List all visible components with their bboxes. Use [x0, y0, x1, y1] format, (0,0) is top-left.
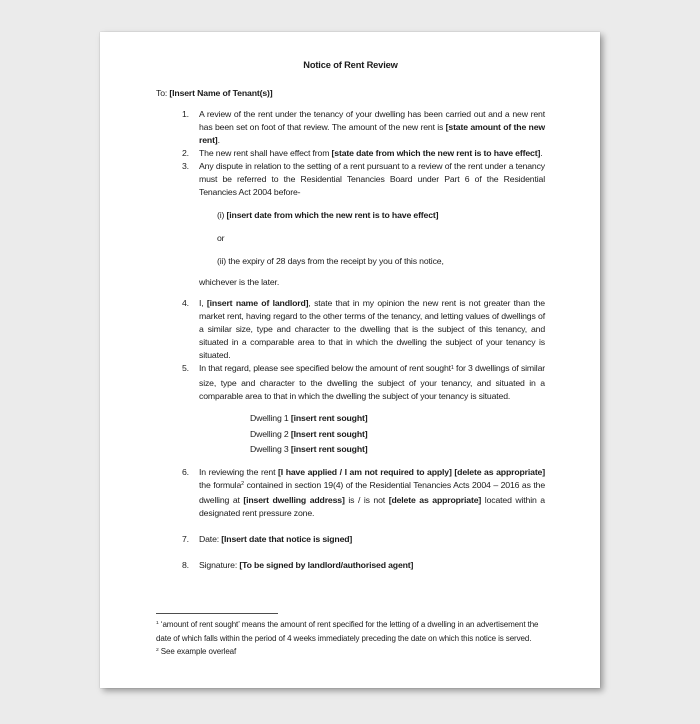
footnote-marker: 1 — [156, 621, 159, 627]
text-run: Dwelling 1 — [250, 413, 291, 423]
dwelling-line — [250, 427, 545, 443]
dwelling-line — [250, 411, 545, 427]
item-number: 2. — [182, 148, 189, 158]
placeholder-text: [delete as appropriate] — [454, 466, 545, 477]
text-run: the formula — [199, 479, 242, 490]
placeholder-text: [Insert rent sought] — [290, 428, 368, 439]
text-run: (i) — [217, 210, 227, 220]
text-run: In that regard, please see specified below the amount of rent sought — [199, 363, 451, 373]
numbered-item — [156, 297, 545, 362]
placeholder-text: [state amount of the new rent] — [199, 122, 545, 145]
text-run: located within a designated rent pressure zone. — [199, 494, 545, 518]
item-number: 4. — [182, 298, 189, 308]
recipient-line — [156, 87, 545, 100]
item-number: 8. — [182, 559, 189, 570]
placeholder-text: [Insert Name of Tenant(s)] — [169, 88, 273, 98]
text-run: I, — [199, 298, 207, 308]
item-number: 5. — [182, 363, 189, 373]
text-run: ‘amount of rent sought’ means the amount of rent specified for the letting of a dwelling in an advertisement the date of which falls within the period of 4 weeks immediately preceding the date on which this notice is served. — [156, 619, 539, 644]
placeholder-text: [Insert date that notice is signed] — [221, 533, 353, 544]
text-run: is / is not — [344, 494, 389, 505]
sub-clause — [217, 232, 545, 245]
document-content — [100, 32, 600, 688]
text-run: , state that in my opinion the new rent is not greater than the market rent, having regard to the other terms of the tenancy, and letting values of dwellings of a similar size, type and character to the dwelling that is the subject of this tenancy, and situated in a comparable area to that in which the dwelling the subject of your tenancy is situated. — [199, 298, 545, 360]
text-run: In reviewing the rent — [199, 466, 279, 477]
text-run: The new rent shall have effect from — [199, 148, 332, 158]
footnote — [156, 619, 545, 646]
placeholder-text: [delete as appropriate] — [388, 494, 482, 505]
item-number: 1. — [182, 109, 189, 119]
numbered-item — [156, 108, 545, 147]
text-run: contained in section 19(4) of the Residential Tenancies Acts 2004 – 2016 as the dwelling at — [199, 479, 546, 505]
sub-clause — [217, 255, 545, 268]
numbered-item — [156, 466, 545, 520]
numbered-item — [156, 147, 545, 160]
text-run: Signature: — [199, 559, 240, 570]
text-run: for 3 dwellings of similar size, type and character to the dwelling the subject of your tenancy, and situated in a comparable area to that in which the dwelling the subject of your tenancy is situated. — [199, 363, 545, 401]
continuation-line — [199, 276, 545, 289]
placeholder-text: [To be signed by landlord/authorised agent] — [239, 559, 414, 570]
placeholder-text: [state date from which the new rent is to have effect] — [331, 148, 541, 158]
placeholder-text: Notice of Rent Review — [303, 60, 398, 70]
text-run: . — [540, 148, 543, 158]
item-number: 7. — [182, 533, 189, 544]
document-page — [100, 32, 600, 688]
text-run: (ii) the expiry of 28 days from the receipt by you of this notice, — [217, 256, 444, 266]
footnote — [156, 646, 545, 661]
text-run: Date: — [199, 533, 222, 544]
text-run: Any dispute in relation to the setting of a rent pursuant to a review of the rent under a tenancy must be referred to the Residential Tenancies Board under Part 6 of the Residential Tenancies Act 2004 before- — [199, 161, 545, 197]
sub-clause — [217, 209, 545, 222]
numbered-item — [156, 559, 545, 572]
footnote-marker: 2 — [241, 481, 244, 488]
text-run: Dwelling 2 — [250, 428, 291, 439]
placeholder-text: [insert name of landlord] — [206, 298, 309, 308]
item-number: 3. — [182, 161, 189, 171]
text-run: Dwelling 3 — [250, 444, 291, 454]
numbered-item — [156, 533, 545, 546]
placeholder-text: [insert rent sought] — [290, 413, 368, 423]
placeholder-text: [insert dwelling address] — [243, 494, 345, 505]
text-run: A review of the rent under the tenancy of your dwelling has been carried out and a new rent has been set on foot of that review. The amount of the new rent is — [199, 109, 545, 132]
text-run: whichever is the later. — [199, 277, 280, 287]
text-run: See example overleaf — [158, 646, 237, 656]
placeholder-text: [insert rent sought] — [290, 444, 368, 454]
placeholder-text: [insert date from which the new rent is to have effect] — [226, 210, 439, 220]
numbered-item — [156, 362, 545, 403]
text-run: . — [217, 135, 220, 145]
footnote-marker: 1 — [450, 364, 454, 371]
document-title — [156, 59, 545, 72]
numbered-item — [156, 160, 545, 199]
placeholder-text: [I have applied / I am not required to apply] — [278, 466, 452, 477]
footnote-separator — [156, 613, 278, 614]
item-number: 6. — [182, 466, 189, 477]
text-run: To: — [156, 88, 170, 98]
text-run: or — [217, 233, 225, 243]
dwelling-line — [250, 442, 545, 458]
footnote-marker: 2 — [156, 648, 159, 654]
